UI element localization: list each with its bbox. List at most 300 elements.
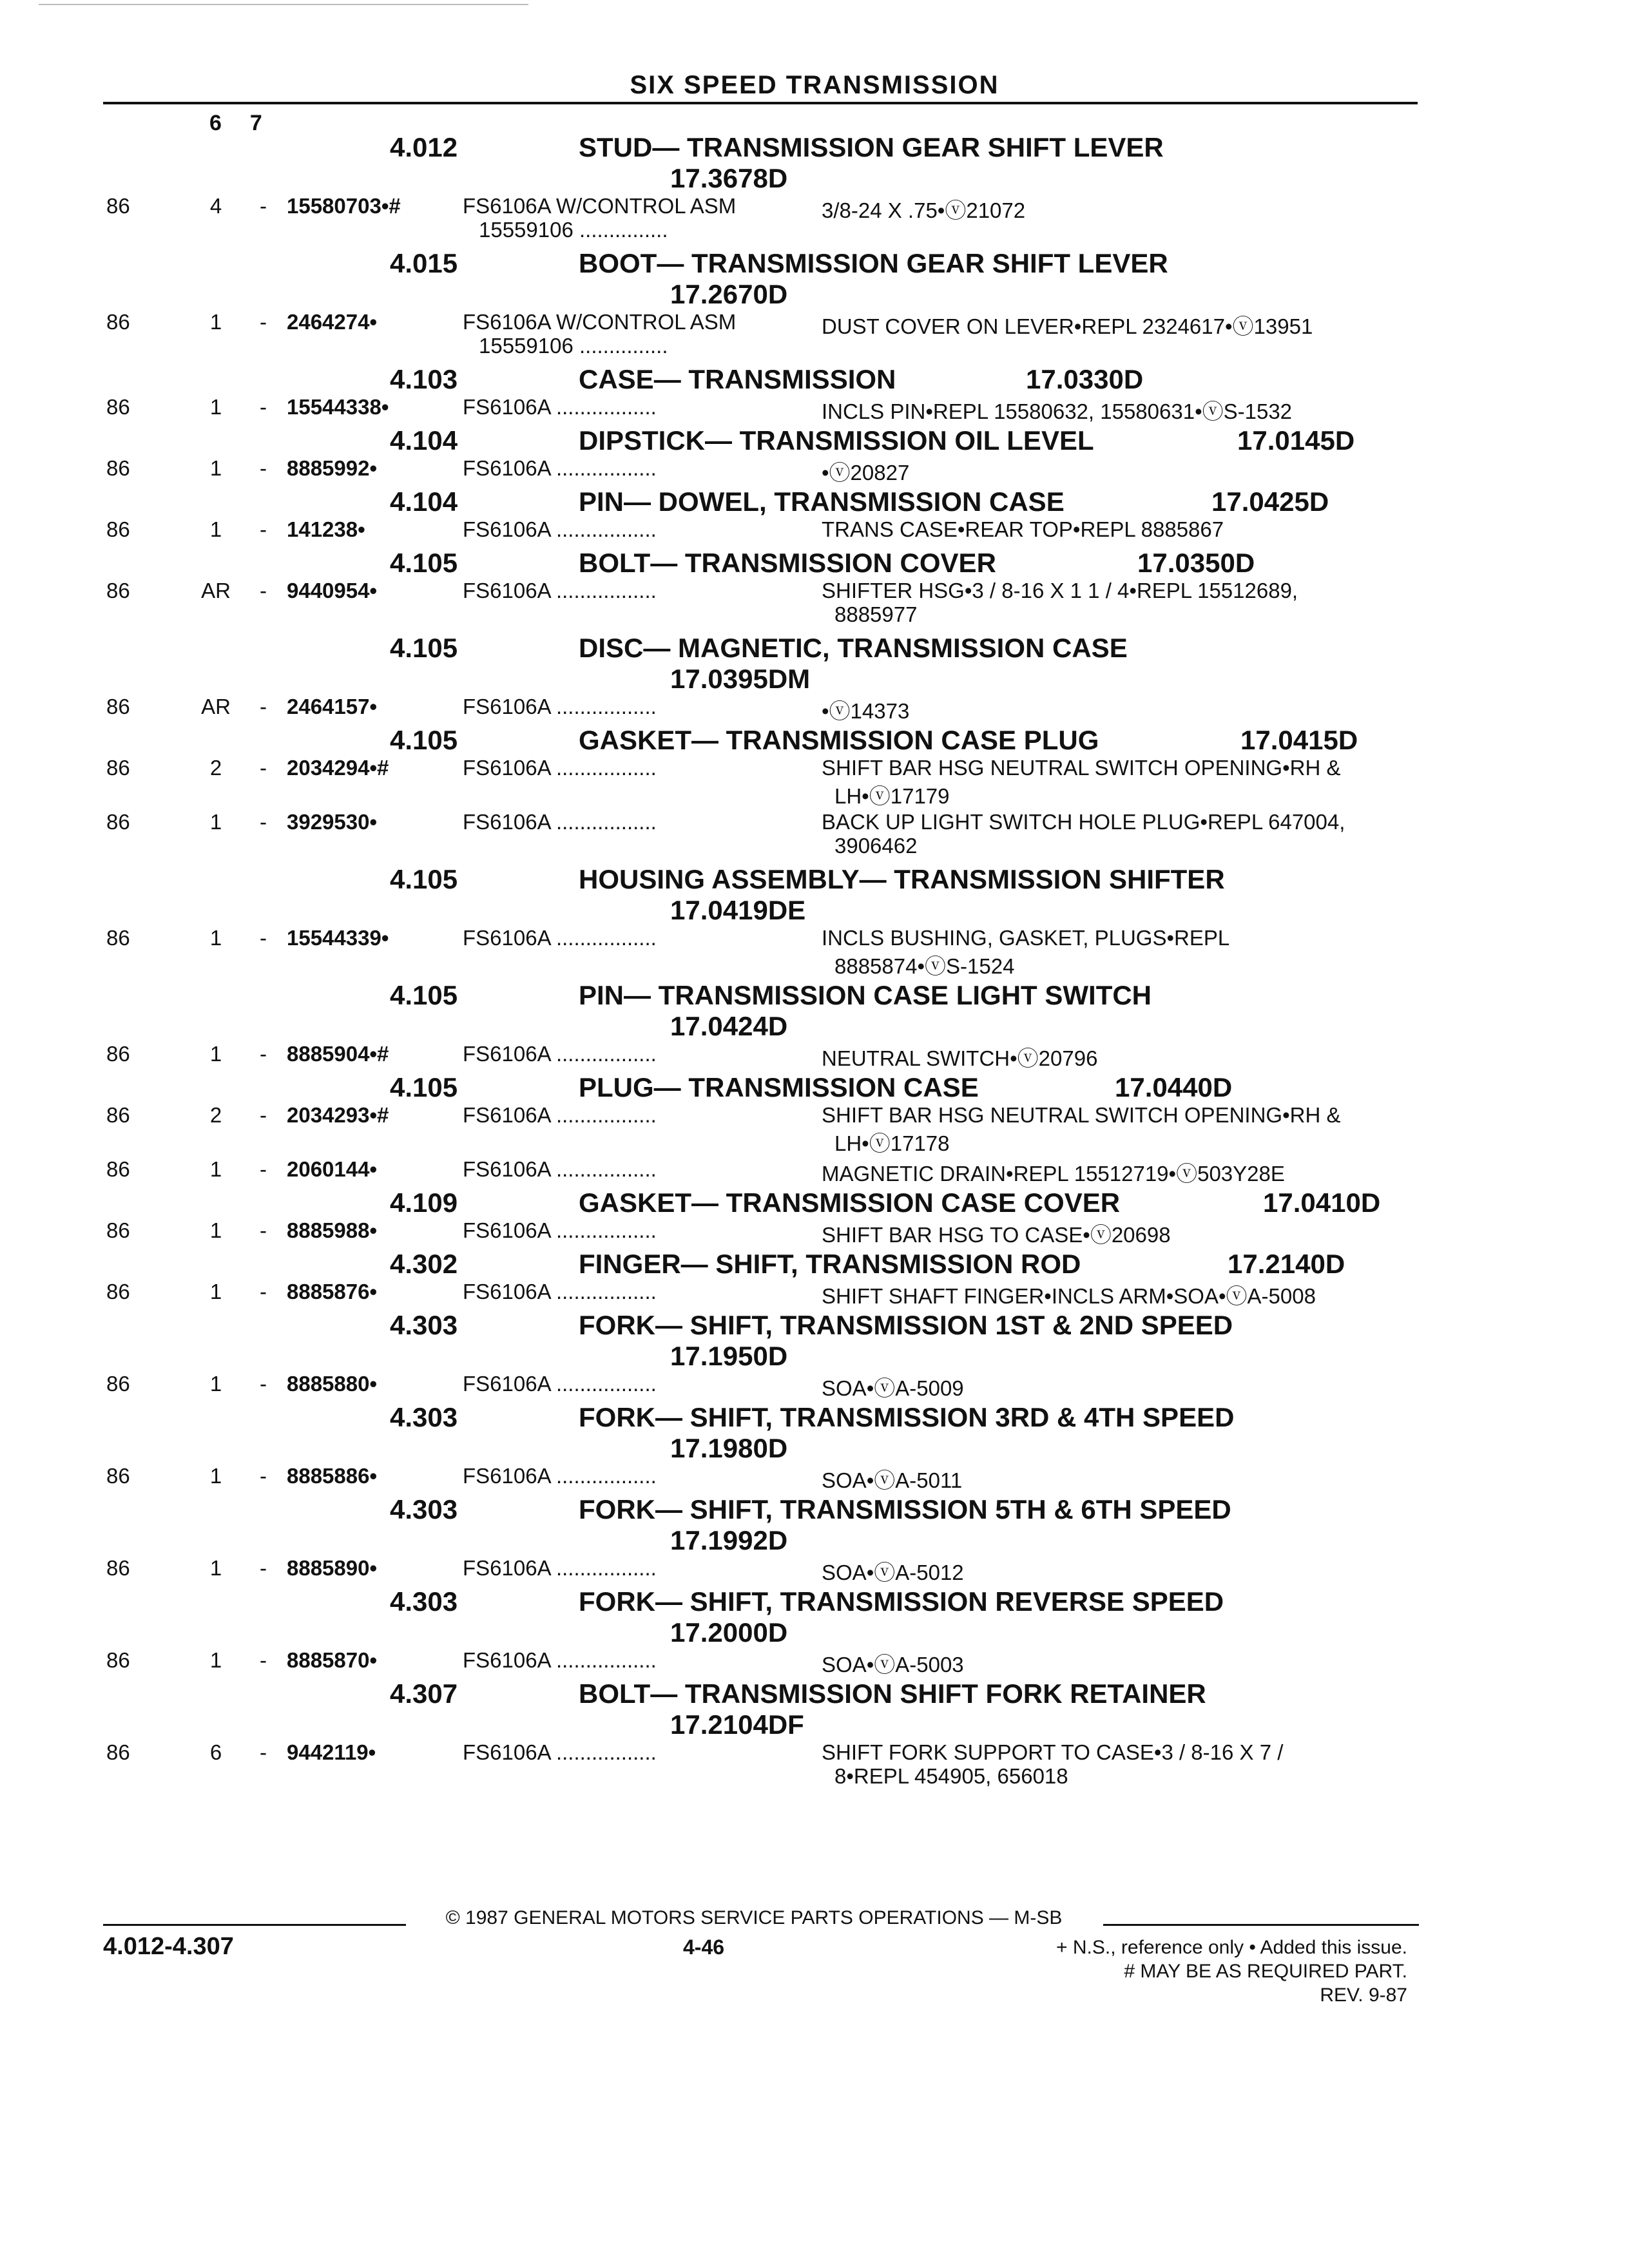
part-number: 8885870• bbox=[287, 1648, 378, 1672]
part-number: 9440954• bbox=[287, 579, 378, 602]
part-row-line bbox=[0, 310, 1629, 338]
illustration-number: 4.303 bbox=[390, 1310, 458, 1340]
part-row bbox=[0, 194, 1629, 248]
model-year: 86 bbox=[106, 695, 130, 718]
quantity: 1 bbox=[209, 1648, 222, 1672]
quantity: 4 bbox=[209, 194, 222, 218]
catalog-reference: 17.2000D bbox=[670, 1617, 788, 1648]
quantity: 1 bbox=[209, 1042, 222, 1066]
part-description-continued: 8•REPL 454905, 656018 bbox=[834, 1764, 1068, 1788]
quantity-separator: - bbox=[260, 1556, 267, 1580]
illustration-number: 4.104 bbox=[390, 425, 458, 456]
part-row-line bbox=[0, 194, 1629, 222]
illustration-number: 4.105 bbox=[390, 633, 458, 663]
model-year: 86 bbox=[106, 1464, 130, 1488]
quantity: 2 bbox=[209, 756, 222, 780]
model-year: 86 bbox=[106, 1648, 130, 1672]
page-title: SIX SPEED TRANSMISSION bbox=[630, 71, 999, 99]
part-row bbox=[0, 1372, 1629, 1402]
model-year: 86 bbox=[106, 1556, 130, 1580]
quantity-separator: - bbox=[260, 310, 267, 334]
model-year: 86 bbox=[106, 756, 130, 780]
part-group-title: GASKET— TRANSMISSION CASE COVER bbox=[579, 1187, 1121, 1218]
part-description: SOA•ⓥA-5012 bbox=[822, 1561, 964, 1584]
quantity: 2 bbox=[209, 1103, 222, 1127]
quantity: 1 bbox=[209, 395, 222, 419]
part-row bbox=[0, 695, 1629, 725]
illustration-number: 4.105 bbox=[390, 1072, 458, 1102]
model-year: 86 bbox=[106, 395, 130, 419]
legend-note-as-required: # MAY BE AS REQUIRED PART. bbox=[1124, 1961, 1407, 1982]
group-heading-row bbox=[0, 980, 1629, 1011]
illustration-number: 4.303 bbox=[390, 1586, 458, 1617]
quantity-separator: - bbox=[260, 756, 267, 780]
quantity-separator: - bbox=[260, 395, 267, 419]
part-row bbox=[0, 1464, 1629, 1494]
part-description: •ⓥ20827 bbox=[822, 461, 910, 485]
part-row bbox=[0, 395, 1629, 425]
model-year: 86 bbox=[106, 1042, 130, 1066]
part-description: SHIFT BAR HSG NEUTRAL SWITCH OPENING•RH & bbox=[822, 1103, 1341, 1127]
group-heading bbox=[0, 425, 1629, 456]
part-number: 8885904•# bbox=[287, 1042, 389, 1066]
model-code: FS6106A ................. bbox=[463, 1372, 657, 1396]
model-year: 86 bbox=[106, 1218, 130, 1242]
part-description-continued: LH•ⓥ17178 bbox=[834, 1131, 950, 1155]
group-heading bbox=[0, 364, 1629, 395]
group-heading-ref-row bbox=[0, 664, 1629, 695]
model-code: FS6106A ................. bbox=[463, 926, 657, 950]
group-heading-row bbox=[0, 248, 1629, 279]
catalog-reference: 17.0424D bbox=[670, 1011, 788, 1041]
footer-rule-right bbox=[1103, 1924, 1419, 1926]
part-row bbox=[0, 456, 1629, 486]
part-row-line bbox=[0, 1127, 1629, 1155]
part-row bbox=[0, 579, 1629, 633]
group-heading-ref-row bbox=[0, 1617, 1629, 1648]
catalog-reference: 17.0350D bbox=[1137, 548, 1255, 578]
quantity: AR bbox=[201, 695, 231, 718]
parts-group bbox=[0, 1310, 1629, 1402]
quantity: 1 bbox=[209, 456, 222, 480]
model-code: FS6106A ................. bbox=[463, 1280, 657, 1303]
part-row-line bbox=[0, 395, 1629, 423]
part-description: SOA•ⓥA-5009 bbox=[822, 1376, 964, 1400]
model-code: FS6106A ................. bbox=[463, 1218, 657, 1242]
group-heading-row bbox=[0, 1072, 1629, 1103]
part-number: 2464274• bbox=[287, 310, 378, 334]
part-row bbox=[0, 1280, 1629, 1310]
parts-group bbox=[0, 725, 1629, 864]
quantity-separator: - bbox=[260, 1372, 267, 1396]
group-heading-row bbox=[0, 1494, 1629, 1525]
parts-group bbox=[0, 1494, 1629, 1586]
part-description: DUST COVER ON LEVER•REPL 2324617•ⓥ13951 bbox=[822, 314, 1313, 338]
part-row bbox=[0, 1157, 1629, 1187]
group-heading-ref-row bbox=[0, 1709, 1629, 1740]
group-heading bbox=[0, 548, 1629, 579]
part-row-line bbox=[0, 756, 1629, 780]
quantity: AR bbox=[201, 579, 231, 602]
quantity-separator: - bbox=[260, 517, 267, 541]
part-group-title: PIN— TRANSMISSION CASE LIGHT SWITCH bbox=[579, 980, 1152, 1010]
model-code: FS6106A ................. bbox=[463, 456, 657, 480]
part-number: 8885988• bbox=[287, 1218, 378, 1242]
part-group-title: FORK— SHIFT, TRANSMISSION 5TH & 6TH SPEED bbox=[579, 1494, 1231, 1524]
part-row-line bbox=[0, 1464, 1629, 1492]
quantity: 1 bbox=[209, 1556, 222, 1580]
part-group-title: FINGER— SHIFT, TRANSMISSION ROD bbox=[579, 1249, 1081, 1279]
model-code: FS6106A ................. bbox=[463, 756, 657, 780]
catalog-reference: 17.2140D bbox=[1228, 1249, 1345, 1279]
part-description-continued: 3906462 bbox=[834, 834, 918, 858]
group-heading bbox=[0, 248, 1629, 310]
quantity: 1 bbox=[209, 1157, 222, 1181]
illustration-number: 4.302 bbox=[390, 1249, 458, 1279]
footer-legend bbox=[1056, 1936, 1407, 2007]
catalog-reference: 17.1992D bbox=[670, 1525, 788, 1555]
group-heading bbox=[0, 725, 1629, 756]
catalog-reference: 17.2104DF bbox=[670, 1709, 804, 1740]
illustration-number: 4.105 bbox=[390, 725, 458, 755]
copyright-notice: © 1987 GENERAL MOTORS SERVICE PARTS OPERATIONS — M-SB bbox=[445, 1907, 1063, 1928]
group-heading bbox=[0, 132, 1629, 194]
part-description: INCLS PIN•REPL 15580632, 15580631•ⓥS-1532 bbox=[822, 399, 1293, 423]
legend-note-ns: + N.S., reference only • Added this issue. bbox=[1056, 1937, 1407, 1958]
quantity-separator: - bbox=[260, 1218, 267, 1242]
quantity-separator: - bbox=[260, 1464, 267, 1488]
group-heading-row bbox=[0, 1402, 1629, 1433]
part-row-line bbox=[0, 1764, 1629, 1788]
footer-rule-left bbox=[103, 1924, 406, 1926]
part-description: SHIFT BAR HSG NEUTRAL SWITCH OPENING•RH & bbox=[822, 756, 1341, 780]
part-description: MAGNETIC DRAIN•REPL 15512719•ⓥ503Y28E bbox=[822, 1162, 1285, 1186]
group-heading bbox=[0, 1678, 1629, 1740]
model-code: FS6106A W/CONTROL ASM bbox=[463, 310, 737, 334]
part-number: 2464157• bbox=[287, 695, 378, 718]
parts-list bbox=[0, 132, 1629, 1794]
part-description: TRANS CASE•REAR TOP•REPL 8885867 bbox=[822, 517, 1224, 541]
quantity-separator: - bbox=[260, 695, 267, 718]
part-number: 2034293•# bbox=[287, 1103, 389, 1127]
part-row-line bbox=[0, 810, 1629, 834]
model-year: 86 bbox=[106, 810, 130, 834]
illustration-number: 4.105 bbox=[390, 864, 458, 894]
model-year: 86 bbox=[106, 1280, 130, 1303]
part-description: 3/8-24 X .75•ⓥ21072 bbox=[822, 198, 1026, 222]
parts-group bbox=[0, 864, 1629, 980]
parts-group bbox=[0, 425, 1629, 486]
group-heading-row bbox=[0, 1678, 1629, 1709]
part-row-line bbox=[0, 1648, 1629, 1677]
model-code: FS6106A ................. bbox=[463, 1042, 657, 1066]
model-year: 86 bbox=[106, 517, 130, 541]
quantity-separator: - bbox=[260, 926, 267, 950]
model-code: FS6106A ................. bbox=[463, 1556, 657, 1580]
part-number: 8885880• bbox=[287, 1372, 378, 1396]
parts-group bbox=[0, 1678, 1629, 1794]
group-heading-row bbox=[0, 425, 1629, 456]
parts-group bbox=[0, 1187, 1629, 1249]
part-row-line bbox=[0, 1103, 1629, 1127]
part-description: SOA•ⓥA-5003 bbox=[822, 1653, 964, 1677]
part-row bbox=[0, 926, 1629, 980]
catalog-reference: 17.0145D bbox=[1237, 425, 1355, 456]
group-heading bbox=[0, 633, 1629, 695]
part-description: INCLS BUSHING, GASKET, PLUGS•REPL bbox=[822, 926, 1230, 950]
part-number: 15580703•# bbox=[287, 194, 401, 218]
part-row bbox=[0, 1103, 1629, 1157]
illustration-number: 4.103 bbox=[390, 364, 458, 394]
part-row bbox=[0, 810, 1629, 864]
parts-group bbox=[0, 1586, 1629, 1678]
group-heading-row bbox=[0, 548, 1629, 579]
part-description: •ⓥ14373 bbox=[822, 699, 910, 723]
quantity: 1 bbox=[209, 810, 222, 834]
model-code: FS6106A ................. bbox=[463, 695, 657, 718]
catalog-reference: 17.0330D bbox=[1026, 364, 1144, 394]
part-description-continued: 8885977 bbox=[834, 602, 918, 626]
part-row-line bbox=[0, 1157, 1629, 1186]
catalog-reference: 17.0395DM bbox=[670, 664, 811, 694]
group-heading-row bbox=[0, 486, 1629, 517]
part-description: SHIFT FORK SUPPORT TO CASE•3 / 8-16 X 7 / bbox=[822, 1740, 1284, 1764]
group-heading bbox=[0, 1187, 1629, 1218]
part-number: 15544339• bbox=[287, 926, 389, 950]
parts-group bbox=[0, 364, 1629, 425]
part-row bbox=[0, 1218, 1629, 1249]
parts-group bbox=[0, 1402, 1629, 1494]
part-group-title: HOUSING ASSEMBLY— TRANSMISSION SHIFTER bbox=[579, 864, 1225, 894]
illustration-number: 4.105 bbox=[390, 548, 458, 578]
part-number: 8885886• bbox=[287, 1464, 378, 1488]
group-heading bbox=[0, 1586, 1629, 1648]
part-row-line bbox=[0, 1556, 1629, 1584]
parts-group bbox=[0, 248, 1629, 364]
group-heading-row bbox=[0, 1586, 1629, 1617]
header-rule bbox=[103, 102, 1418, 104]
group-heading bbox=[0, 1310, 1629, 1372]
model-year: 86 bbox=[106, 194, 130, 218]
part-group-title: CASE— TRANSMISSION bbox=[579, 364, 896, 394]
part-row-line bbox=[0, 695, 1629, 723]
part-group-title: FORK— SHIFT, TRANSMISSION 1ST & 2ND SPEED bbox=[579, 1310, 1233, 1340]
part-group-title: PIN— DOWEL, TRANSMISSION CASE bbox=[579, 486, 1065, 517]
model-code: FS6106A ................. bbox=[463, 1648, 657, 1672]
model-code: FS6106A ................. bbox=[463, 1157, 657, 1181]
part-number: 3929530• bbox=[287, 810, 378, 834]
model-code: FS6106A W/CONTROL ASM bbox=[463, 194, 737, 218]
quantity: 1 bbox=[209, 1464, 222, 1488]
quantity-separator: - bbox=[260, 1157, 267, 1181]
illustration-number: 4.303 bbox=[390, 1402, 458, 1432]
model-code: FS6106A ................. bbox=[463, 395, 657, 419]
model-year: 86 bbox=[106, 579, 130, 602]
part-group-title: FORK— SHIFT, TRANSMISSION 3RD & 4TH SPEED bbox=[579, 1402, 1235, 1432]
model-code-continued: 15559106 ............... bbox=[479, 334, 668, 358]
group-heading-row bbox=[0, 1187, 1629, 1218]
part-row-line bbox=[0, 456, 1629, 485]
part-row-line bbox=[0, 218, 1629, 242]
revision-note: REV. 9-87 bbox=[1320, 1984, 1407, 2006]
catalog-reference: 17.2670D bbox=[670, 279, 788, 309]
part-group-title: FORK— SHIFT, TRANSMISSION REVERSE SPEED bbox=[579, 1586, 1224, 1617]
part-row bbox=[0, 310, 1629, 364]
part-group-title: PLUG— TRANSMISSION CASE bbox=[579, 1072, 979, 1102]
part-group-title: BOLT— TRANSMISSION COVER bbox=[579, 548, 996, 578]
group-heading-ref-row bbox=[0, 163, 1629, 194]
part-row-line bbox=[0, 1042, 1629, 1070]
catalog-reference: 17.0415D bbox=[1240, 725, 1358, 755]
quantity-separator: - bbox=[260, 810, 267, 834]
catalog-reference: 17.3678D bbox=[670, 163, 788, 193]
part-description: SHIFT BAR HSG TO CASE•ⓥ20698 bbox=[822, 1223, 1171, 1247]
part-row-line bbox=[0, 1218, 1629, 1247]
parts-group bbox=[0, 548, 1629, 633]
part-row bbox=[0, 1556, 1629, 1586]
catalog-reference: 17.0425D bbox=[1211, 486, 1329, 517]
part-row-line bbox=[0, 780, 1629, 808]
group-heading-row bbox=[0, 364, 1629, 395]
quantity-separator: - bbox=[260, 1648, 267, 1672]
part-number: 8885992• bbox=[287, 456, 378, 480]
illustration-number: 4.105 bbox=[390, 980, 458, 1010]
quantity-separator: - bbox=[260, 194, 267, 218]
part-row bbox=[0, 1042, 1629, 1072]
group-heading bbox=[0, 1249, 1629, 1280]
group-heading-row bbox=[0, 633, 1629, 664]
part-row-line bbox=[0, 1280, 1629, 1308]
group-heading-row bbox=[0, 725, 1629, 756]
part-number: 8885876• bbox=[287, 1280, 378, 1303]
illustration-number: 4.012 bbox=[390, 132, 458, 162]
model-code-continued: 15559106 ............... bbox=[479, 218, 668, 242]
part-group-title: DISC— MAGNETIC, TRANSMISSION CASE bbox=[579, 633, 1128, 663]
model-code: FS6106A ................. bbox=[463, 1740, 657, 1764]
part-row-line bbox=[0, 1740, 1629, 1764]
part-group-title: BOLT— TRANSMISSION SHIFT FORK RETAINER bbox=[579, 1678, 1206, 1709]
quantity-separator: - bbox=[260, 1280, 267, 1303]
part-number: 2034294•# bbox=[287, 756, 389, 780]
part-group-title: DIPSTICK— TRANSMISSION OIL LEVEL bbox=[579, 425, 1094, 456]
quantity-separator: - bbox=[260, 579, 267, 602]
illustration-number: 4.015 bbox=[390, 248, 458, 278]
quantity: 1 bbox=[209, 517, 222, 541]
part-row bbox=[0, 1648, 1629, 1678]
parts-group bbox=[0, 1249, 1629, 1310]
quantity: 6 bbox=[209, 1740, 222, 1764]
part-group-title: STUD— TRANSMISSION GEAR SHIFT LEVER bbox=[579, 132, 1164, 162]
quantity-separator: - bbox=[260, 1103, 267, 1127]
model-year: 86 bbox=[106, 310, 130, 334]
model-year: 86 bbox=[106, 456, 130, 480]
section-range: 4.012-4.307 bbox=[103, 1933, 234, 1960]
illustration-number: 4.307 bbox=[390, 1678, 458, 1709]
group-heading-ref-row bbox=[0, 1011, 1629, 1042]
part-row bbox=[0, 756, 1629, 810]
part-number: 8885890• bbox=[287, 1556, 378, 1580]
quantity: 1 bbox=[209, 1372, 222, 1396]
catalog-reference: 17.0440D bbox=[1115, 1072, 1233, 1102]
model-code: FS6106A ................. bbox=[463, 810, 657, 834]
part-description: SHIFT SHAFT FINGER•INCLS ARM•SOA•ⓥA-5008 bbox=[822, 1284, 1316, 1308]
model-year: 86 bbox=[106, 1157, 130, 1181]
quantity-separator: - bbox=[260, 456, 267, 480]
illustration-number: 4.104 bbox=[390, 486, 458, 517]
part-row-line bbox=[0, 602, 1629, 626]
part-row-line bbox=[0, 1372, 1629, 1400]
group-heading-row bbox=[0, 1249, 1629, 1280]
part-row bbox=[0, 1740, 1629, 1794]
part-row-line bbox=[0, 950, 1629, 978]
part-number: 9442119• bbox=[287, 1740, 376, 1764]
group-heading bbox=[0, 486, 1629, 517]
quantity: 1 bbox=[209, 1218, 222, 1242]
part-row-line bbox=[0, 579, 1629, 602]
group-heading-ref-row bbox=[0, 1433, 1629, 1464]
group-heading-ref-row bbox=[0, 1341, 1629, 1372]
model-code: FS6106A ................. bbox=[463, 1464, 657, 1488]
illustration-number: 4.303 bbox=[390, 1494, 458, 1524]
group-heading bbox=[0, 980, 1629, 1042]
part-group-title: GASKET— TRANSMISSION CASE PLUG bbox=[579, 725, 1099, 755]
column-7-header: 7 bbox=[249, 111, 291, 135]
model-year: 86 bbox=[106, 1740, 130, 1764]
catalog-reference: 17.1950D bbox=[670, 1341, 788, 1371]
group-heading-ref-row bbox=[0, 1525, 1629, 1556]
catalog-reference: 17.0419DE bbox=[670, 895, 806, 925]
catalog-reference: 17.0410D bbox=[1263, 1187, 1381, 1218]
quantity-separator: - bbox=[260, 1740, 267, 1764]
group-heading bbox=[0, 1494, 1629, 1556]
part-number: 15544338• bbox=[287, 395, 389, 419]
group-heading-ref-row bbox=[0, 279, 1629, 310]
catalog-reference: 17.1980D bbox=[670, 1433, 788, 1463]
parts-group bbox=[0, 1072, 1629, 1187]
part-row-line bbox=[0, 517, 1629, 541]
part-description: SHIFTER HSG•3 / 8-16 X 1 1 / 4•REPL 15512689, bbox=[822, 579, 1298, 602]
part-row-line bbox=[0, 334, 1629, 358]
illustration-number: 4.109 bbox=[390, 1187, 458, 1218]
model-code: FS6106A ................. bbox=[463, 1103, 657, 1127]
page-number: 4-46 bbox=[683, 1936, 725, 1959]
column-6-header: 6 bbox=[209, 111, 250, 135]
part-group-title: BOOT— TRANSMISSION GEAR SHIFT LEVER bbox=[579, 248, 1168, 278]
group-heading-row bbox=[0, 132, 1629, 163]
part-row-line bbox=[0, 834, 1629, 858]
parts-group bbox=[0, 486, 1629, 548]
quantity: 1 bbox=[209, 1280, 222, 1303]
part-number: 2060144• bbox=[287, 1157, 378, 1181]
part-number: 141238• bbox=[287, 517, 365, 541]
parts-group bbox=[0, 633, 1629, 725]
parts-group bbox=[0, 980, 1629, 1072]
model-year: 86 bbox=[106, 1103, 130, 1127]
quantity-separator: - bbox=[260, 1042, 267, 1066]
part-description: NEUTRAL SWITCH•ⓥ20796 bbox=[822, 1046, 1098, 1070]
quantity: 1 bbox=[209, 310, 222, 334]
part-description-continued: 8885874•ⓥS-1524 bbox=[834, 954, 1015, 978]
part-description-continued: LH•ⓥ17179 bbox=[834, 784, 950, 808]
model-code: FS6106A ................. bbox=[463, 579, 657, 602]
group-heading bbox=[0, 864, 1629, 926]
model-code: FS6106A ................. bbox=[463, 517, 657, 541]
group-heading-ref-row bbox=[0, 895, 1629, 926]
model-year: 86 bbox=[106, 1372, 130, 1396]
scan-artifact-rule bbox=[39, 4, 528, 5]
group-heading-row bbox=[0, 1310, 1629, 1341]
quantity: 1 bbox=[209, 926, 222, 950]
